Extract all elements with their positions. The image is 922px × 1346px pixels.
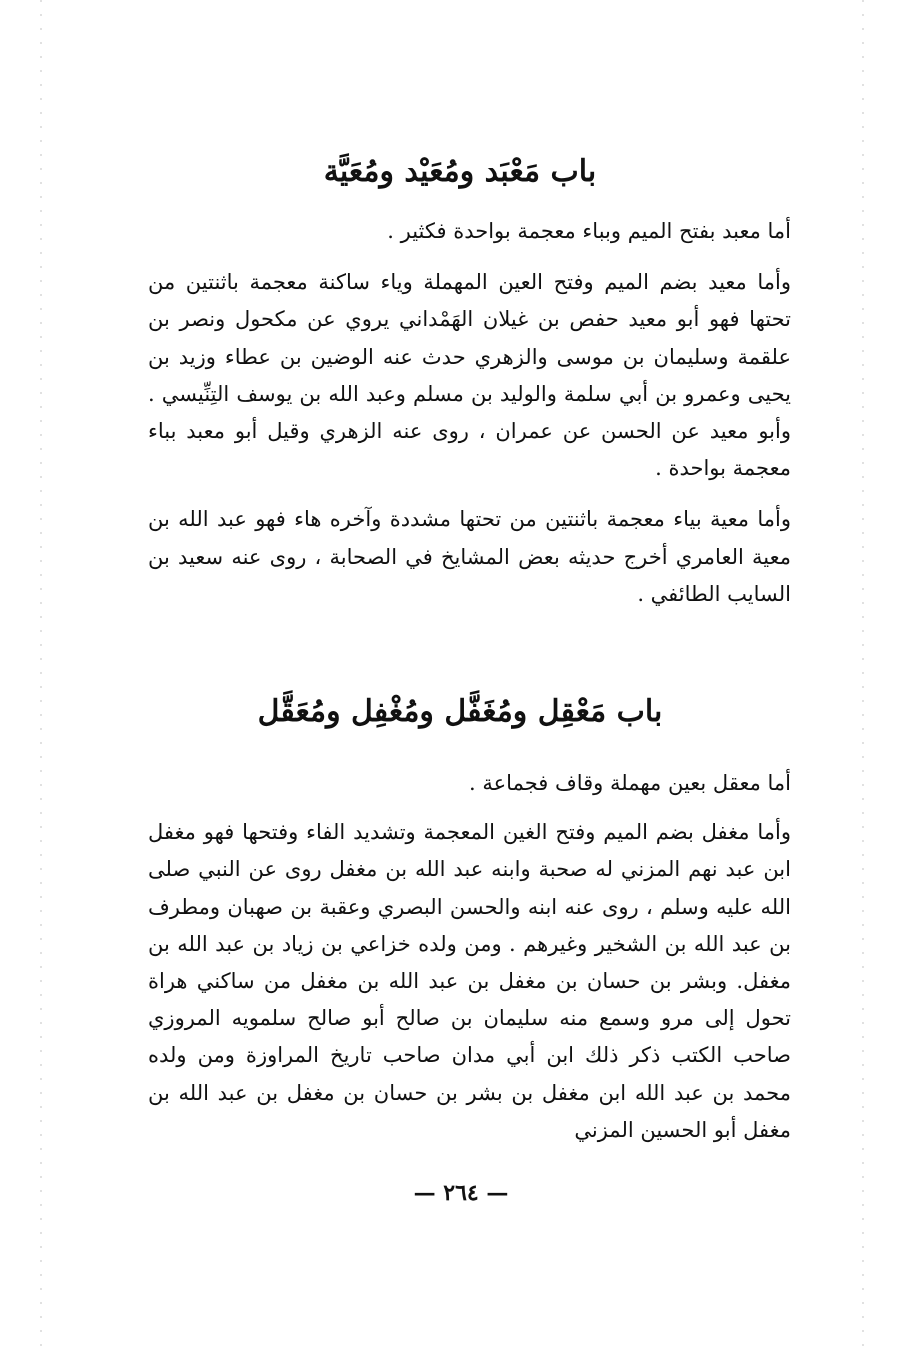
paragraph: أما معقل بعين مهملة وقاف فجماعة . (469, 771, 791, 795)
page-number: — ٢٦٤ — (413, 1180, 509, 1206)
section-heading-1: باب مَعْبَد ومُعَيْد ومُعَيَّة (323, 154, 597, 189)
paragraph: أما معبد بفتح الميم وبباء معجمة بواحدة فكثير . (387, 219, 791, 243)
scan-artifact-left (40, 0, 42, 1346)
section-heading-2: باب مَعْقِل ومُغَفَّل ومُغْفِل ومُعَقَّل (257, 694, 663, 729)
scan-artifact-right (862, 0, 864, 1346)
section-2-body (148, 765, 791, 1149)
section-1-body (148, 213, 791, 613)
paragraph: وأما معيد بضم الميم وفتح العين المهملة وياء ساكنة معجمة باثنتين من تحتها فهو أبو معيد حفص بن غيلان الهَمْداني يروي عن مكحول ونصر بن علقمة وسليمان بن موسى والزهري حدث عنه الوضين بن عطاء وزيد بن يحيى وعمرو بن أبي سلمة والوليد بن مسلم وعبد الله بن يوسف التِنِّيسي . وأبو معيد عن الحسن عن عمران ، روى عنه الزهري وقيل أبو معبد بباء معجمة بواحدة . (148, 270, 791, 481)
paragraph: وأما معية بياء معجمة باثنتين من تحتها مشددة وآخره هاء فهو عبد الله بن معية العامري أخرج حديثه بعض المشايخ في الصحابة ، روى عنه سعيد بن السايب الطائفي . (148, 507, 791, 606)
paragraph: وأما مغفل بضم الميم وفتح الغين المعجمة وتشديد الفاء وفتحها فهو مغفل ابن عبد نهم المزني له صحبة وابنه عبد الله بن مغفل روى عن النبي صلى الله عليه وسلم ، روى عنه ابنه والحسن البصري وعقبة بن صهبان ومطرف بن عبد الله بن الشخير وغيرهم . ومن ولده خزاعي بن زياد بن عبد الله بن مغفل. وبشر بن حسان بن مغفل بن عبد الله بن مغفل من ساكني هراة تحول إلى مرو وسمع منه سليمان بن صالح أبو صالح سلمويه المروزي صاحب الكتب ذكر ذلك ابن أبي مدان صاحب تاريخ المراوزة ومن ولده محمد بن عبد الله ابن مغفل بن بشر بن حسان بن مغفل بن عبد الله بن مغفل أبو الحسين المزني (148, 820, 791, 1142)
